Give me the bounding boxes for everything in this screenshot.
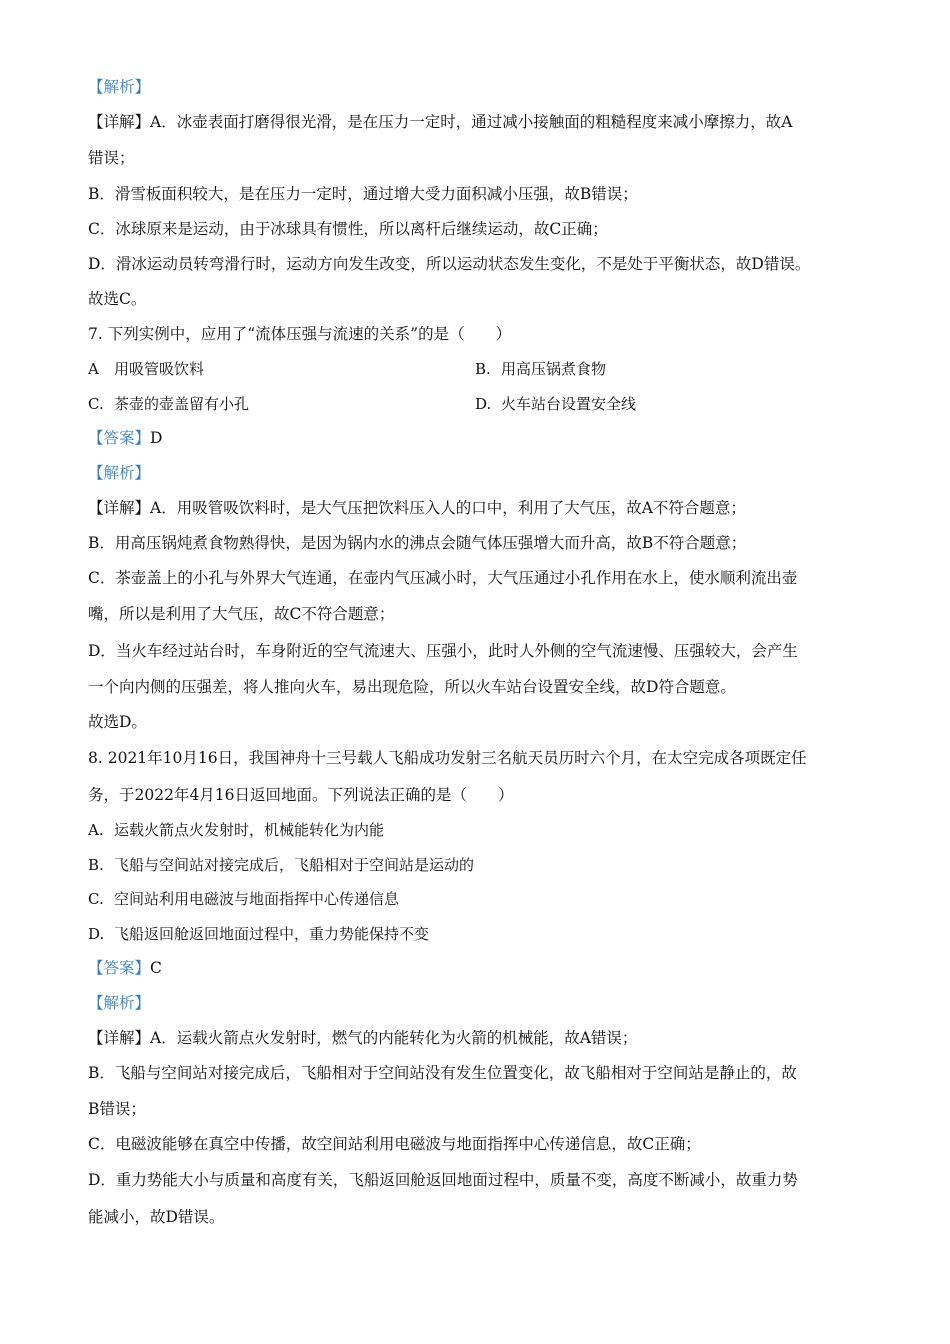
option-text: 茶壶的壶盖留有小孔 — [114, 395, 250, 413]
explanation-line: B．滑雪板面积较大，是在压力一定时，通过增大受力面积减小压强，故B错误； — [88, 185, 638, 203]
option-text: 运载火箭点火发射时，机械能转化为内能 — [114, 821, 385, 839]
option-text: 空间站利用电磁波与地面指挥中心传递信息 — [114, 890, 400, 908]
option-a — [88, 358, 204, 380]
answer-label: 【答案】 — [88, 429, 151, 447]
explanation-line — [88, 497, 880, 519]
explanation-line: C．茶壶盖上的小孔与外界大气连通，在壶内气压减小时，大气压通过小孔作用在水上，使水顺利流出壶 — [88, 569, 798, 587]
explanation-line: D．当火车经过站台时，车身附近的空气流速大、压强小，此时人外侧的空气流速慢、压强较大，会产生 — [88, 642, 798, 660]
question-stem: 务，于2022年4月16日返回地面。下列说法正确的是（ ） — [88, 786, 514, 804]
explanation-line: 能减小，故D错误。 — [88, 1208, 225, 1226]
option-key: C. — [88, 890, 104, 908]
detail-label: 【详解】 — [88, 113, 151, 131]
explanation-line: B．飞船与空间站对接完成后，飞船相对于空间站没有发生位置变化，故飞船相对于空间站是静止的，故 — [88, 1064, 797, 1082]
explanation-line: D．重力势能大小与质量和高度有关，飞船返回舱返回地面过程中，质量不变，高度不断减小，故重力势 — [88, 1171, 798, 1189]
option-d — [475, 393, 636, 415]
conclusion-line: 故选C。 — [88, 290, 147, 308]
answer-value: D — [150, 429, 163, 447]
detail-label: 【详解】 — [88, 499, 151, 517]
explanation-line: 错误； — [88, 149, 135, 167]
explanation-line: 嘴，所以是利用了大气压，故C不符合题意； — [88, 605, 395, 623]
question-stem: 8. 2021年10月16日，我国神舟十三号载人飞船成功发射三名航天员历时六个月，在太空完成各项既定任 — [88, 749, 807, 767]
option-key: B. — [475, 360, 491, 378]
option-key: C. — [88, 395, 104, 413]
explanation-line: D．滑冰运动员转弯滑行时，运动方向发生改变，所以运动状态发生变化，不是处于平衡状态，故D错误。 — [88, 255, 811, 273]
explanation-line — [88, 111, 880, 133]
analysis-label: 【解析】 — [88, 994, 151, 1012]
explanation-line: 一个向内侧的压强差，将人推向火车，易出现危险，所以火车站台设置安全线，故D符合题意。 — [88, 678, 736, 696]
option-key: B. — [88, 856, 104, 874]
option-text: 用吸管吸饮料 — [114, 360, 205, 378]
answer-line — [88, 427, 880, 449]
answer-line — [88, 957, 880, 979]
option-c — [88, 888, 399, 910]
option-c — [88, 393, 249, 415]
option-text: 用高压锅煮食物 — [501, 360, 607, 378]
conclusion-line: 故选D。 — [88, 713, 147, 731]
option-b — [475, 358, 606, 380]
analysis-label: 【解析】 — [88, 78, 151, 96]
option-key: D. — [475, 395, 492, 413]
option-text: 飞船返回舱返回地面过程中，重力势能保持不变 — [114, 925, 430, 943]
analysis-label: 【解析】 — [88, 464, 151, 482]
explanation-line — [88, 1027, 880, 1049]
question-stem: 7. 下列实例中，应用了“流体压强与流速的关系”的是（ ） — [88, 325, 512, 343]
explanation-line: C．冰球原来是运动，由于冰球具有惯性，所以离杆后继续运动，故C正确； — [88, 220, 608, 238]
answer-label: 【答案】 — [88, 959, 151, 977]
answer-value: C — [150, 959, 162, 977]
detail-label: 【详解】 — [88, 1029, 151, 1047]
option-text: 飞船与空间站对接完成后，飞船相对于空间站是运动的 — [114, 856, 475, 874]
option-d — [88, 923, 429, 945]
option-key: A. — [88, 821, 104, 839]
explanation-line: B．用高压锅炖煮食物熟得快，是因为锅内水的沸点会随气体压强增大而升高，故B不符合题意； — [88, 534, 747, 552]
explanation-text: A．冰壶表面打磨得很光滑，是在压力一定时，通过减小接触面的粗糙程度来减小摩擦力，故A — [150, 113, 793, 131]
explanation-text: A．用吸管吸饮料时，是大气压把饮料压入人的口中，利用了大气压，故A不符合题意； — [150, 499, 746, 517]
option-b — [88, 854, 474, 876]
option-text: 火车站台设置安全线 — [501, 395, 637, 413]
explanation-line: B错误； — [88, 1100, 146, 1118]
option-key: A — [88, 360, 99, 378]
option-a — [88, 819, 384, 841]
explanation-text: A．运载火箭点火发射时，燃气的内能转化为火箭的机械能，故A错误； — [150, 1029, 638, 1047]
option-key: D. — [88, 925, 105, 943]
explanation-line: C．电磁波能够在真空中传播，故空间站利用电磁波与地面指挥中心传递信息，故C正确； — [88, 1135, 701, 1153]
